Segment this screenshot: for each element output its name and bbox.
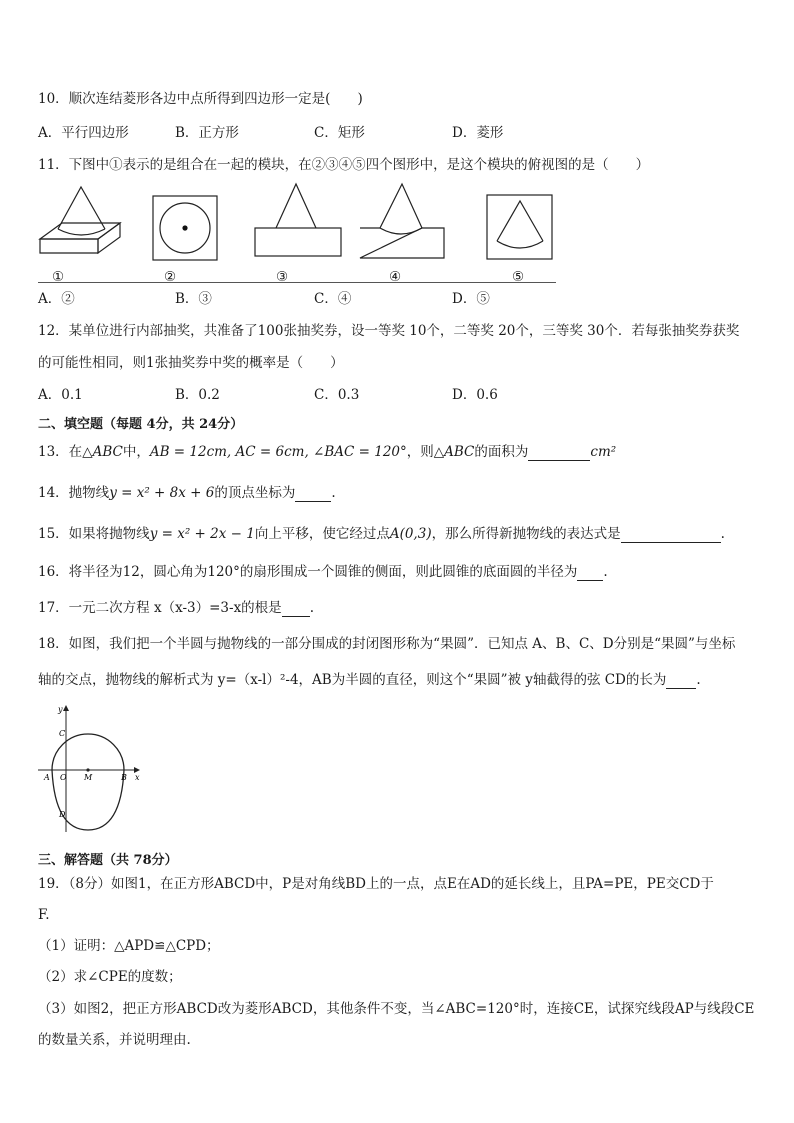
q10-option-a: A．平行四边形 xyxy=(38,125,129,141)
q13-answer-blank[interactable] xyxy=(528,446,590,461)
q12-option-a: A．0.1 xyxy=(38,387,83,403)
q19-part3-line1: （3）如图2，把正方形ABCD改为菱形ABCD，其他条件不变，当∠ABC=120°时，连接CE，试探究线段AP与线段CE xyxy=(38,1001,755,1017)
q14-prefix: 14．抛物线 xyxy=(38,485,110,501)
q13-text3: 的面积为 xyxy=(474,444,529,460)
q11-figure-1 xyxy=(36,183,136,263)
q15-line xyxy=(38,525,725,543)
q11-option-b: B．③ xyxy=(175,291,212,307)
q11-figure-3 xyxy=(252,180,344,260)
q13-unit: cm² xyxy=(590,444,617,460)
q15-answer-blank[interactable] xyxy=(621,528,721,543)
q11-figure-4 xyxy=(358,182,450,262)
q15-mid: 向上平移，使它经过点 xyxy=(254,526,390,542)
q11-figure-5 xyxy=(484,193,556,263)
q17-end: . xyxy=(309,600,314,616)
q11-figure-baseline xyxy=(38,282,556,283)
q16-text: 16．将半径为12，圆心角为120°的扇形围成一个圆锥的侧面，则此圆锥的底面圆的半径为 xyxy=(38,564,578,580)
q13-text2: ，则 xyxy=(406,444,434,460)
q18-end: . xyxy=(696,672,701,688)
q15-suffix: ，那么所得新抛物线的表达式是 xyxy=(431,526,621,542)
q19-part2: （2）求∠CPE的度数； xyxy=(38,969,182,985)
q18-line1: 18．如图，我们把一个半圆与抛物线的一部分围成的封闭图形称为“果圆”．已知点 A、B、C、D分别是“果圆”与坐标 xyxy=(38,636,736,652)
q10-option-d: D．菱形 xyxy=(452,125,504,141)
q14-expression: y = x² + 8x + 6 xyxy=(109,485,215,501)
q15-prefix: 15．如果将抛物线 xyxy=(38,526,150,542)
q17-answer-blank[interactable] xyxy=(282,602,310,617)
q13-conditions: AB = 12cm, AC = 6cm, ∠BAC = 120° xyxy=(149,444,407,460)
q11-figure-label-2: ② xyxy=(164,269,177,285)
q18-label-c: C xyxy=(59,729,66,738)
q11-stem: 11．下图中①表示的是组合在一起的模块，在②③④⑤四个图形中，是这个模块的俯视图的是（ ） xyxy=(38,157,650,173)
q18-answer-blank[interactable] xyxy=(666,674,696,689)
q19-part3-line2: 的数量关系，并说明理由. xyxy=(38,1032,191,1048)
q12-option-d: D．0.6 xyxy=(452,387,498,403)
q11-figure-label-5: ⑤ xyxy=(512,269,525,285)
q16-answer-blank[interactable] xyxy=(577,566,603,581)
q11-option-a: A．② xyxy=(38,291,75,307)
q12-stem-line1: 12．某单位进行内部抽奖，共准备了100张抽奖券，设一等奖 10个，二等奖 20个，三等奖 30个．若每张抽奖券获奖 xyxy=(38,323,740,339)
q18-label-b: B xyxy=(121,773,127,782)
q13-mid: 中， xyxy=(122,444,150,460)
q10-option-b: B．正方形 xyxy=(175,125,239,141)
q15-end: . xyxy=(720,526,725,542)
q18-label-o: O xyxy=(60,773,67,782)
q18-label-d: D xyxy=(59,810,66,819)
q13-prefix: 13．在 xyxy=(38,444,83,460)
q15-expression: y = x² + 2x − 1 xyxy=(149,526,255,542)
q18-line2-text: 轴的交点，抛物线的解析式为 y=（x-l）²-4，AB为半圆的直径，则这个“果圆”被 y轴截得的弦 CD的长为 xyxy=(38,672,667,688)
q11-figure-2 xyxy=(151,194,221,264)
q12-option-b: B．0.2 xyxy=(175,387,220,403)
q18-label-x: x xyxy=(135,773,140,782)
q17-line xyxy=(38,599,314,617)
q11-figure-label-1: ① xyxy=(52,269,65,285)
q12-stem-line2: 的可能性相同，则1张抽奖券中奖的概率是（ ） xyxy=(38,355,344,371)
q15-point: A(0,3) xyxy=(389,526,432,542)
q16-end: . xyxy=(603,564,608,580)
q19-line2: F. xyxy=(38,907,50,923)
q13-line xyxy=(38,443,616,461)
q10-stem: 10．顺次连结菱形各边中点所得到四边形一定是( ) xyxy=(38,91,363,107)
section-2-title: 二、填空题（每题 4分，共 24分） xyxy=(38,417,244,432)
q19-part1: （1）证明：△APD≌△CPD； xyxy=(38,938,220,954)
q14-line xyxy=(38,484,336,502)
q18-label-a: A xyxy=(44,773,50,782)
q16-line xyxy=(38,563,608,581)
q11-option-c: C．④ xyxy=(314,291,352,307)
q19-line1: 19．（8分）如图1，在正方形ABCD中，P是对角线BD上的一点，点E在AD的延长线上，且PA=PE，PE交CD于 xyxy=(38,876,714,892)
section-3-title: 三、解答题（共 78分） xyxy=(38,853,178,868)
q18-line2 xyxy=(38,671,701,689)
q11-figure-label-4: ④ xyxy=(389,269,402,285)
q17-text: 17．一元二次方程 x（x-3）=3-x的根是 xyxy=(38,600,282,616)
q12-option-c: C．0.3 xyxy=(314,387,360,403)
q11-figure-label-3: ③ xyxy=(276,269,289,285)
q14-suffix: 的顶点坐标为 xyxy=(214,485,296,501)
q11-option-d: D．⑤ xyxy=(452,291,490,307)
q18-label-y: y xyxy=(58,705,63,714)
q10-option-c: C．矩形 xyxy=(314,125,365,141)
q18-label-m: M xyxy=(84,773,93,782)
q14-answer-blank[interactable] xyxy=(295,487,331,502)
q13-triangle-2: △ABC xyxy=(433,444,475,460)
q14-end: . xyxy=(331,485,336,501)
q13-triangle: △ABC xyxy=(82,444,123,460)
q18-figure xyxy=(36,700,146,838)
